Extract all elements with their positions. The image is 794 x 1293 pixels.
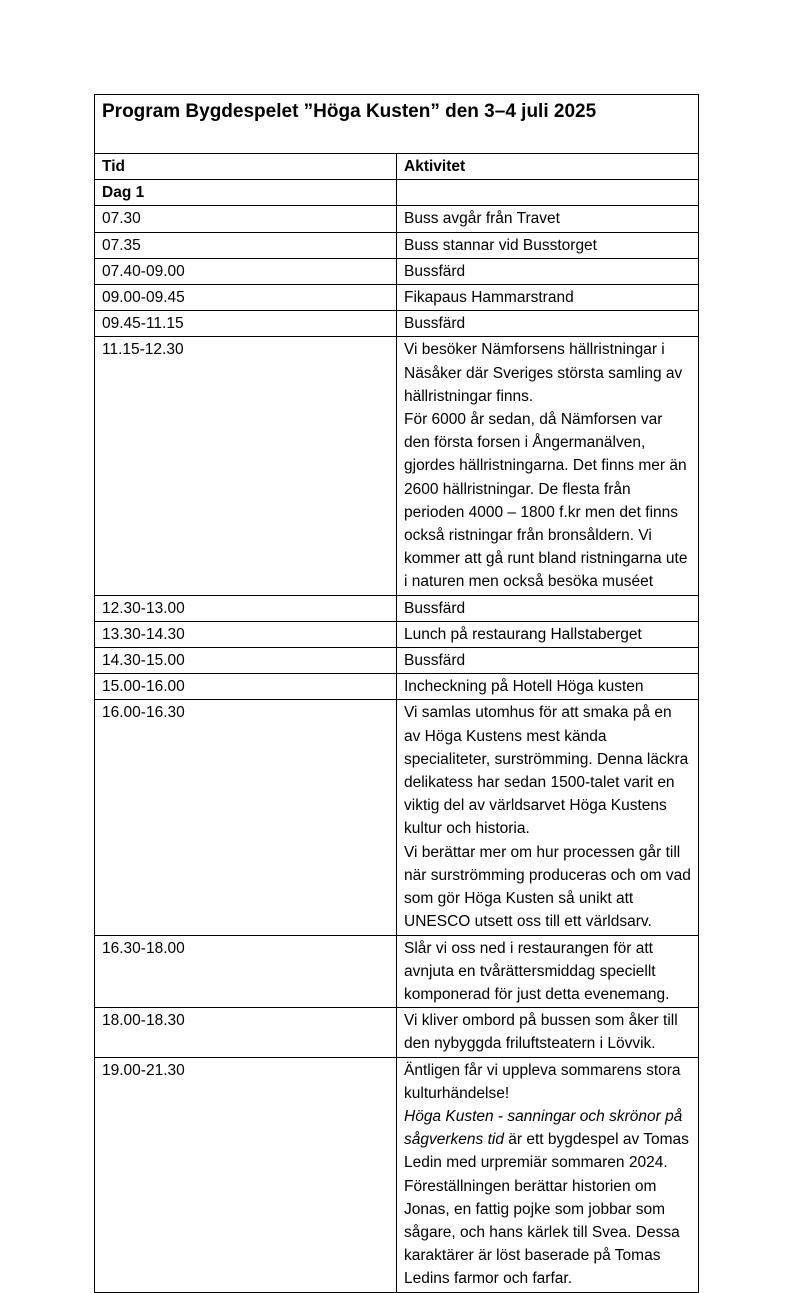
activity-cell: Vi kliver ombord på bussen som åker till den nybyggda friluftsteatern i Lövvik. (397, 1008, 699, 1057)
activity-paragraph: Vi berättar mer om hur processen går till när surströmming produceras och om vad som gör Höga Kusten så unikt att UNESCO utsett oss till ett världsarv. (404, 843, 691, 931)
activity-cell: Lunch på restaurang Hallstaberget (397, 621, 699, 647)
time-cell: 09.45-11.15 (95, 311, 397, 337)
time-cell: 14.30-15.00 (95, 648, 397, 674)
activity-cell: Buss stannar vid Busstorget (397, 232, 699, 258)
day-row (95, 180, 699, 206)
header-time: Tid (95, 154, 397, 180)
time-cell: 11.15-12.30 (95, 337, 397, 595)
time-cell: 18.00-18.30 (95, 1008, 397, 1057)
table-row (95, 285, 699, 311)
time-cell: 07.40-09.00 (95, 258, 397, 284)
table-row (95, 700, 699, 935)
header-row (95, 154, 699, 180)
table-row (95, 674, 699, 700)
activity-cell: Bussfärd (397, 595, 699, 621)
table-row (95, 206, 699, 232)
activity-paragraph: är ett bygdespel av Tomas Ledin med urpremiär sommaren 2024. Föreställningen berättar historien om Jonas, en fattig pojke som jobbar som sågare, och hans kärlek till Svea. Dessa karaktärer är löst baserade på Tomas Ledins farmor och farfar. (404, 1131, 689, 1288)
time-cell: 13.30-14.30 (95, 621, 397, 647)
program-table (94, 94, 699, 1293)
time-cell: 16.00-16.30 (95, 700, 397, 935)
activity-paragraph: Vi besöker Nämforsens hällristningar i Näsåker där Sveriges största samling av hällristningar finns. (404, 341, 683, 405)
activity-cell: Fikapaus Hammarstrand (397, 285, 699, 311)
day-empty-cell (397, 180, 699, 206)
page-title: Program Bygdespelet ”Höga Kusten” den 3–4 juli 2025 (95, 95, 699, 154)
table-row (95, 1057, 699, 1292)
table-row (95, 258, 699, 284)
table-row (95, 935, 699, 1008)
time-cell: 07.35 (95, 232, 397, 258)
activity-cell (397, 337, 699, 595)
table-row (95, 337, 699, 595)
time-cell: 09.00-09.45 (95, 285, 397, 311)
time-cell: 07.30 (95, 206, 397, 232)
table-row (95, 1008, 699, 1057)
time-cell: 12.30-13.00 (95, 595, 397, 621)
activity-cell: Bussfärd (397, 258, 699, 284)
table-row (95, 311, 699, 337)
activity-paragraph: Vi samlas utomhus för att smaka på en av Höga Kustens mest kända specialiteter, surströmming. Denna läckra delikatess har sedan 1500-talet varit en viktig del av världsarvet Höga Kustens kultur och historia. (404, 704, 689, 838)
table-row (95, 595, 699, 621)
table-row (95, 232, 699, 258)
time-cell: 16.30-18.00 (95, 935, 397, 1008)
table-row (95, 648, 699, 674)
activity-paragraph: Äntligen får vi uppleva sommarens stora kulturhändelse! (404, 1061, 681, 1102)
table-row (95, 621, 699, 647)
activity-cell: Bussfärd (397, 648, 699, 674)
time-cell: 15.00-16.00 (95, 674, 397, 700)
activity-cell (397, 700, 699, 935)
activity-cell: Bussfärd (397, 311, 699, 337)
day-label: Dag 1 (95, 180, 397, 206)
activity-cell: Buss avgår från Travet (397, 206, 699, 232)
activity-cell: Incheckning på Hotell Höga kusten (397, 674, 699, 700)
header-activity: Aktivitet (397, 154, 699, 180)
time-cell: 19.00-21.30 (95, 1057, 397, 1292)
document-page (94, 94, 699, 1293)
activity-paragraph: För 6000 år sedan, då Nämforsen var den första forsen i Ångermanälven, gjordes hällristningarna. Det finns mer än 2600 hällristningar. De flesta från perioden 4000 – 1800 f.kr men det finns också ristningar från bronsåldern. Vi kommer att gå runt bland ristningarna ute i naturen men också besöka muséet (404, 411, 688, 591)
play-title-italic: Höga Kusten - sanningar och skrönor på sågverkens tid (404, 1107, 683, 1149)
title-row (95, 95, 699, 154)
activity-cell (397, 1057, 699, 1292)
activity-cell: Slår vi oss ned i restaurangen för att avnjuta en tvårättersmiddag speciellt komponerad för just detta evenemang. (397, 935, 699, 1008)
